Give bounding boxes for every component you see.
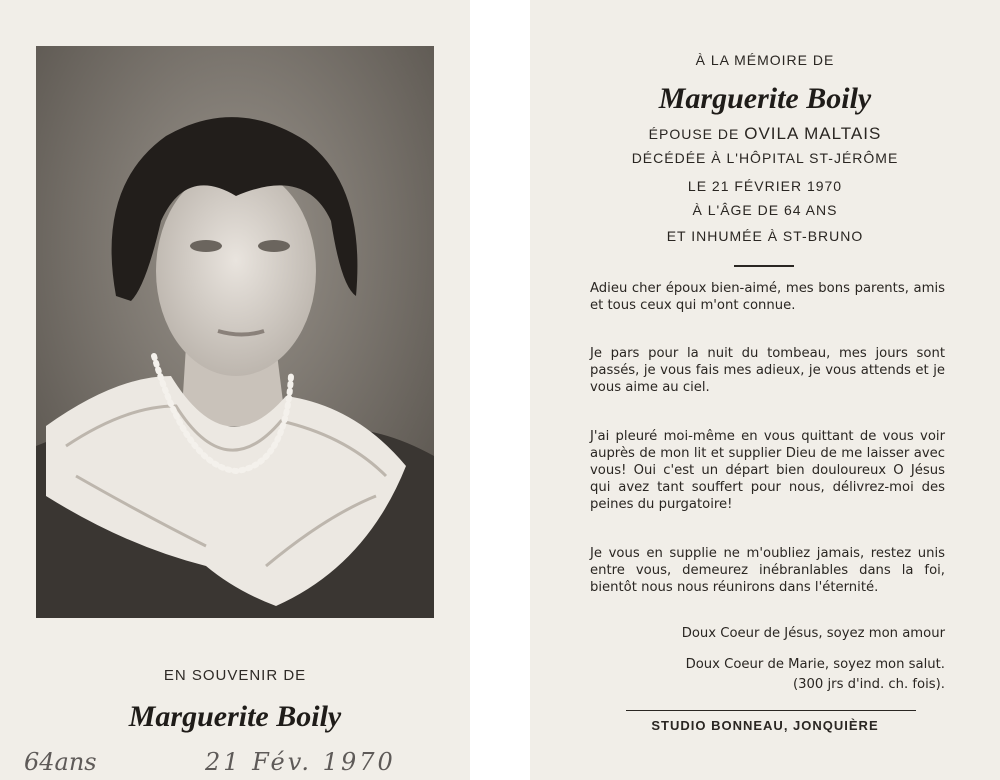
souvenir-heading: EN SOUVENIR DE [163, 667, 307, 684]
farewell-paragraph: Je pars pour la nuit du tombeau, mes jours sont passés, je vous fais mes adieux, je vous attends et je vous aime au ciel. [590, 346, 945, 395]
handwritten-age: 64ans [24, 748, 97, 776]
portrait-photo [36, 46, 434, 618]
memory-heading: À LA MÉMOIRE DE [695, 52, 835, 68]
invocation-jesus: Doux Coeur de Jésus, soyez mon amour [681, 626, 945, 641]
deceased-name: Marguerite Boily [128, 700, 342, 733]
age-at-death: À L'ÂGE DE 64 ANS [692, 202, 838, 218]
farewell-paragraph: J'ai pleuré moi-même en vous quittant de vous voir auprès de mon lit et supplier Dieu de me laisser avec vous! Oui c'est un départ bien douloureux O Jésus qui avez tant souffert pour nous, délivrez-moi des peines du purgatoire! [590, 429, 945, 512]
divider [734, 265, 794, 267]
spouse-line [530, 124, 1000, 144]
farewell-paragraph: Adieu cher époux bien-aimé, mes bons parents, amis et tous ceux qui m'ont connue. [590, 281, 945, 313]
studio-credit: STUDIO BONNEAU, JONQUIÈRE [651, 718, 879, 733]
death-date: LE 21 FÉVRIER 1970 [687, 178, 843, 194]
spouse-prefix: ÉPOUSE DE [648, 126, 740, 142]
spouse-name: OVILA MALTAIS [744, 124, 882, 143]
studio-divider [626, 710, 916, 711]
handwritten-date: 21 Fév. 1970 [205, 748, 396, 776]
invocation-marie: Doux Coeur de Marie, soyez mon salut. [685, 657, 945, 672]
portrait-illustration [36, 46, 434, 618]
left-memorial-card [0, 0, 470, 780]
indulgence-note: (300 jrs d'ind. ch. fois). [792, 677, 945, 692]
farewell-paragraph: Je vous en supplie ne m'oubliez jamais, restez unis entre vous, demeurez inébranlables dans la foi, bientôt nous nous réunirons dans l'éternité. [590, 546, 945, 595]
right-memorial-card [530, 0, 1000, 780]
burial-place: ET INHUMÉE À ST-BRUNO [666, 228, 864, 244]
memorial-name: Marguerite Boily [658, 82, 872, 115]
death-place: DÉCÉDÉE À L'HÔPITAL ST-JÉRÔME [631, 150, 899, 166]
